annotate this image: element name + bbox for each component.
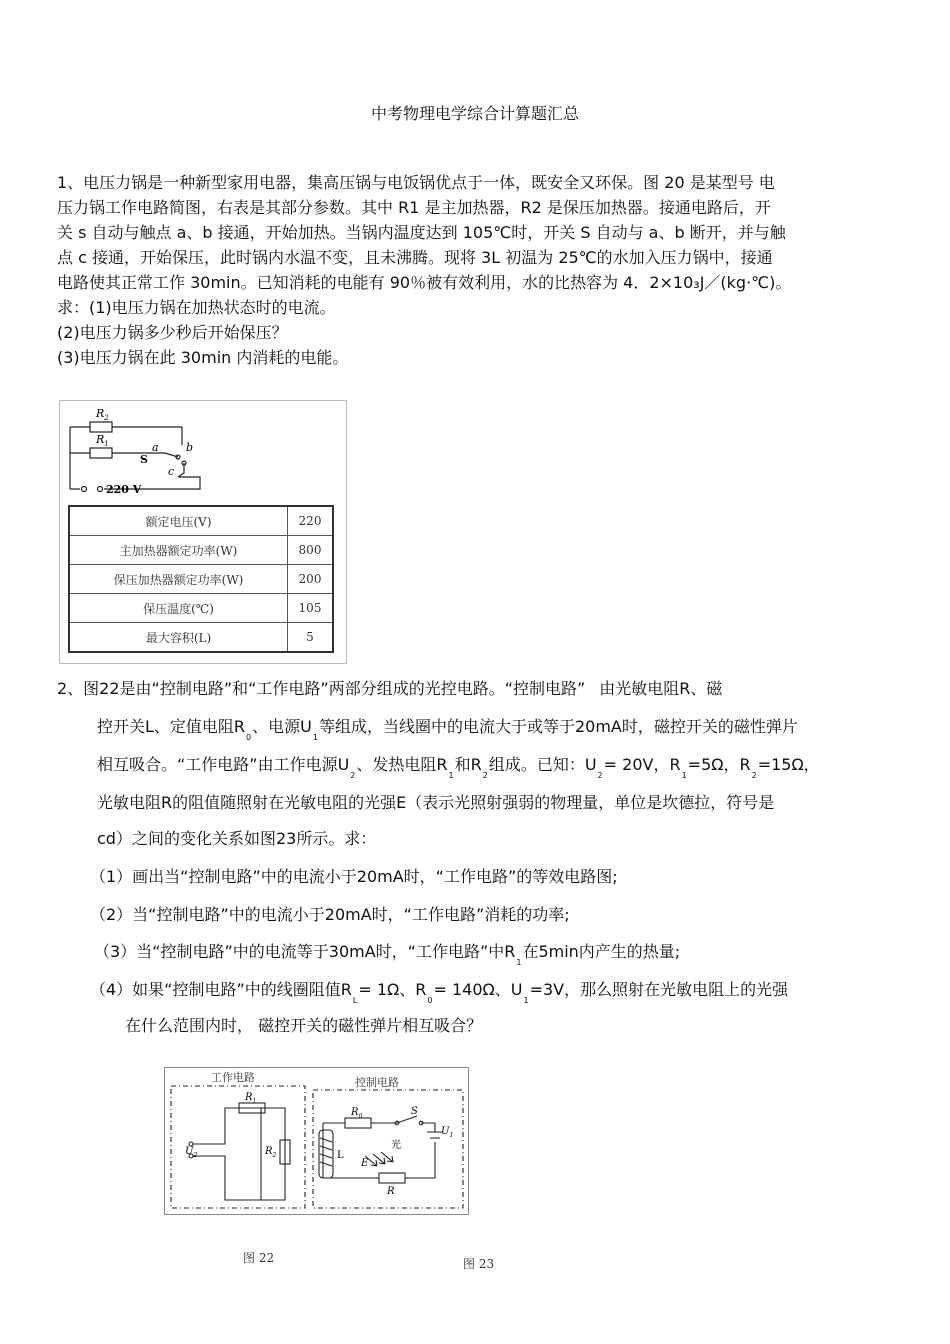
label-r: R <box>387 1186 395 1197</box>
problem-2-question-4 <box>90 977 789 1005</box>
text-run: 组成。已知：U <box>488 755 597 774</box>
parameter-table <box>68 505 334 653</box>
circuit-label-r2: $R_2$ <box>96 407 109 422</box>
problem-1-question-2: (2)电压力锅多少秒后开始保压？ <box>57 323 288 342</box>
problem-2-line-5: cd）之间的变化关系如图23所示。求： <box>97 829 377 848</box>
table-row <box>69 536 333 565</box>
label-u1: $U_1$ <box>441 1126 454 1139</box>
subscript: L <box>352 996 358 1005</box>
subscript: 2 <box>597 771 603 780</box>
label-u2: $U_2$ <box>185 1146 198 1159</box>
problem-2-question-4-cont: 在什么范围内时， 磁控开关的磁性弹片相互吸合？ <box>125 1016 483 1035</box>
label-s: S <box>411 1106 418 1117</box>
text-run: （4）如果“控制电路”中的线圈阻值R <box>90 980 352 999</box>
circuit-label-c: c <box>168 465 175 478</box>
problem-1-line: 点 c 接通，开始保压，此时锅内水温不变，且未沸腾。现将 3L 初温为 25℃的水加入压力锅中，接通 <box>57 248 773 267</box>
problem-1-line: 压力锅工作电路简图，右表是其部分参数。其中 R1 是主加热器，R2 是保压加热器。接通电路后，开 <box>57 198 771 217</box>
text-run: 等组成，当线圈中的电流大于或等于20mA时，磁控开关的磁性弹片 <box>318 717 798 736</box>
text-run: =3V，那么照射在光敏电阻上的光强 <box>529 980 789 999</box>
text-run: 和R <box>454 755 482 774</box>
problem-1-question-3: (3)电压力锅在此 30min 内消耗的电能。 <box>57 348 349 367</box>
problem-2-line-3 <box>97 752 820 780</box>
text-run: 2、图22是由“控制电路”和“工作电路”两部分组成的光控电路。“控制电路” <box>57 679 586 698</box>
circuit-label-b: b <box>186 441 194 454</box>
text-run: = 1Ω、R <box>358 980 427 999</box>
text-run: 、发热电阻R <box>356 755 448 774</box>
label-coil-l: L <box>337 1150 344 1161</box>
label-r0: $R_0$ <box>351 1107 363 1120</box>
light-control-circuit <box>165 1068 468 1214</box>
problem-2-question-3 <box>94 939 681 967</box>
subscript: 1 <box>516 958 522 967</box>
subscript: 2 <box>482 771 488 780</box>
subscript: 1 <box>448 771 454 780</box>
table-cell-name: 额定电压(V) <box>69 506 288 536</box>
subscript: 2 <box>751 771 757 780</box>
text-run: =5Ω，R <box>687 755 751 774</box>
table-row <box>69 506 333 536</box>
figure-pressure-cooker <box>59 400 347 664</box>
table-row <box>69 594 333 623</box>
circuit-label-a: a <box>152 441 159 454</box>
text-run: = 140Ω、U <box>433 980 523 999</box>
label-work-circuit: 工作电路 <box>211 1071 255 1084</box>
table-cell-value: 105 <box>288 594 334 623</box>
subscript: 0 <box>246 733 252 742</box>
figure-light-control-circuit <box>164 1067 469 1215</box>
problem-2-line-1 <box>57 676 722 699</box>
table-cell-name: 主加热器额定功率(W) <box>69 536 288 565</box>
label-e: E <box>361 1158 369 1169</box>
caption-figure-23: 图 23 <box>463 1257 495 1271</box>
subscript: 2 <box>350 771 356 780</box>
problem-1-line: 求：(1)电压力锅在加热状态时的电流。 <box>57 298 336 317</box>
table-cell-name: 最大容积(L) <box>69 623 288 653</box>
subscript: 1 <box>523 996 529 1005</box>
problem-2-question-1: （1）画出当“控制电路”中的电流小于20mA时，“工作电路”的等效电路图; <box>90 867 618 886</box>
label-r1: $R_1$ <box>245 1092 257 1105</box>
text-run: 控开关L、定值电阻R <box>97 717 246 736</box>
text-run: 由光敏电阻R、磁 <box>599 679 723 698</box>
label-light: 光 <box>391 1140 401 1151</box>
text-run: =15Ω， <box>757 755 820 774</box>
label-control-circuit: 控制电路 <box>355 1076 399 1089</box>
table-row <box>69 565 333 594</box>
table-cell-name: 保压温度(℃) <box>69 594 288 623</box>
table-row <box>69 623 333 653</box>
label-r2: $R_2$ <box>265 1146 277 1159</box>
table-cell-value: 220 <box>288 506 334 536</box>
problem-2-question-2: （2）当“控制电路”中的电流小于20mA时，“工作电路”消耗的功率; <box>90 905 570 924</box>
problem-1-line: 关 s 自动与触点 a、b 接通，开始加热。当锅内温度达到 105℃时，开关 S 自动与 a、b 断开，并与触 <box>57 223 786 242</box>
circuit-label-r1: $R_1$ <box>96 433 109 448</box>
problem-1-line: 电路使其正常工作 30min。已知消耗的电能有 90％被有效利用，水的比热容为 4．2×10₃J／(kg·℃)。 <box>57 273 792 292</box>
text-run: = 20V，R <box>603 755 681 774</box>
text-run: 在5min内产生的热量; <box>522 942 681 961</box>
table-cell-value: 200 <box>288 565 334 594</box>
circuit-label-s: S <box>140 453 148 466</box>
text-run: 、电源U <box>252 717 312 736</box>
text-run: 相互吸合。“工作电路”由工作电源U <box>97 755 350 774</box>
pressure-cooker-circuit <box>60 401 346 505</box>
subscript: 0 <box>427 996 433 1005</box>
page-title: 中考物理电学综合计算题汇总 <box>370 104 579 123</box>
problem-2-line-4: 光敏电阻R的阻值随照射在光敏电阻的光强E（表示光照射强弱的物理量，单位是坎德拉，符号是 <box>97 793 775 812</box>
table-cell-value: 5 <box>288 623 334 653</box>
problem-2-line-2 <box>97 714 798 742</box>
table-cell-name: 保压加热器额定功率(W) <box>69 565 288 594</box>
circuit-label-voltage: 220 V <box>106 483 142 496</box>
text-run: （3）当“控制电路”中的电流等于30mA时，“工作电路”中R <box>94 942 516 961</box>
problem-1-line: 1、电压力锅是一种新型家用电器，集高压锅与电饭锅优点于一体，既安全又环保。图 20 是某型号 电 <box>57 173 775 192</box>
caption-figure-22: 图 22 <box>243 1251 275 1265</box>
subscript: 1 <box>312 733 318 742</box>
table-cell-value: 800 <box>288 536 334 565</box>
subscript: 1 <box>681 771 687 780</box>
problem-1-text <box>57 170 897 320</box>
